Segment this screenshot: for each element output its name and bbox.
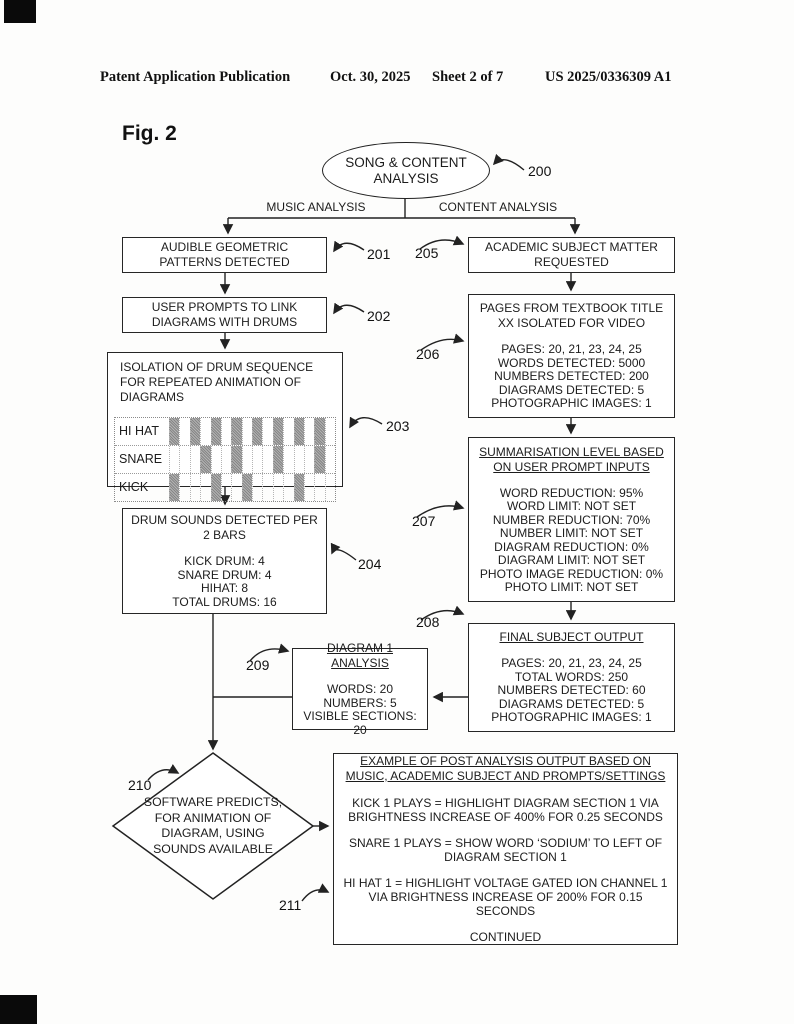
leader-200: [494, 160, 524, 170]
header-sheet: Sheet 2 of 7: [432, 69, 504, 85]
node-title: FINAL SUBJECT OUTPUT: [499, 630, 644, 645]
branch-label-content-analysis: CONTENT ANALYSIS: [438, 200, 558, 214]
figure-label: Fig. 2: [122, 122, 177, 145]
ref-209: 209: [246, 657, 270, 673]
leader-204: [332, 550, 356, 560]
node-body: PAGES: 20, 21, 23, 24, 25 WORDS DETECTED: 5000 NUMBERS DETECTED: 200 DIAGRAMS DETECTED: 5 PHOTOGRAPHIC IMAGES: 1: [491, 342, 652, 411]
header-publication: Patent Application Publication: [100, 69, 291, 85]
ref-207: 207: [412, 513, 436, 529]
node-title: SUMMARISATION LEVEL BASED ON USER PROMPT INPUTS: [479, 444, 664, 474]
node-body: KICK DRUM: 4 SNARE DRUM: 4 HIHAT: 8 TOTAL DRUMS: 16: [172, 554, 277, 609]
ref-203: 203: [386, 418, 410, 434]
ref-206: 206: [416, 346, 440, 362]
node-pages-isolated: [468, 294, 675, 418]
ref-208: 208: [416, 614, 440, 630]
node-summarisation: [468, 437, 675, 602]
node-body: KICK 1 PLAYS = HIGHLIGHT DIAGRAM SECTION 1 VIA BRIGHTNESS INCREASE OF 400% FOR 0.25 SECONDS SNARE 1 PLAYS = SHOW WORD ‘SODIUM’ TO LEFT OF DIAGRAM SECTION 1 HI HAT 1 = HIGHLIGHT VOLTAGE GATED ION CHANNEL 1 VIA BRIGHTNESS INCREASE OF 200% FOR 0.15 SECONDS CONTINUED: [343, 796, 668, 944]
header-date: Oct. 30, 2025: [330, 69, 411, 85]
node-final-output: [468, 623, 675, 732]
ref-211: 211: [279, 897, 302, 913]
node-title: ACADEMIC SUBJECT MATTER REQUESTED: [485, 240, 658, 269]
branch-label-music-analysis: MUSIC ANALYSIS: [266, 200, 366, 214]
ref-201: 201: [367, 246, 391, 262]
node-body: PAGES: 20, 21, 23, 24, 25 TOTAL WORDS: 250 NUMBERS DETECTED: 60 DIAGRAMS DETECTED: 5 PHOTOGRAPHIC IMAGES: 1: [491, 656, 652, 725]
leader-211: [302, 890, 328, 901]
header-patent-number: US 2025/0336309 A1: [545, 69, 672, 85]
node-post-analysis: [333, 753, 678, 945]
leader-201: [334, 243, 364, 251]
drum-sequence-grid: HI HAT SNARE KICK: [114, 417, 336, 502]
node-title: EXAMPLE OF POST ANALYSIS OUTPUT BASED ON MUSIC, ACADEMIC SUBJECT AND PROMPTS/SETTINGS: [345, 754, 666, 783]
node-title: PAGES FROM TEXTBOOK TITLE XX ISOLATED FOR VIDEO: [479, 301, 664, 331]
node-isolation: [107, 352, 343, 494]
ref-205: 205: [415, 245, 439, 261]
ref-210: 210: [128, 777, 152, 793]
node-title: ISOLATION OF DRUM SEQUENCE FOR REPEATED ANIMATION OF DIAGRAMS: [120, 360, 314, 404]
node-song-content-analysis: [322, 142, 490, 199]
leader-210: [148, 770, 178, 780]
node-body: WORDS: 20 NUMBERS: 5 VISIBLE SECTIONS: 20: [303, 682, 417, 737]
node-title: DRUM SOUNDS DETECTED PER 2 BARS: [131, 513, 318, 542]
node-title: USER PROMPTS TO LINK DIAGRAMS WITH DRUMS: [151, 300, 298, 329]
oval-text: SONG & CONTENT ANALYSIS: [345, 154, 467, 186]
node-diagram-analysis: [292, 641, 428, 737]
node-drum-sounds: [122, 508, 327, 614]
ref-200: 200: [528, 163, 552, 179]
node-academic-subject: [468, 237, 675, 273]
ref-204: 204: [358, 556, 382, 572]
leader-203: [350, 418, 382, 427]
node-audible-patterns: [122, 237, 327, 273]
node-body: WORD REDUCTION: 95% WORD LIMIT: NOT SET NUMBER REDUCTION: 70% NUMBER LIMIT: NOT SET DIAGRAM REDUCTION: 0% DIAGRAM LIMIT: NOT SET PHOTO IMAGE REDUCTION: 0% PHOTO LIMIT: NOT SET: [479, 485, 664, 594]
leader-202: [334, 305, 364, 313]
node-title: DIAGRAM 1 ANALYSIS: [326, 641, 393, 670]
node-user-prompts: [122, 297, 327, 333]
node-software-predicts: SOFTWARE PREDICTS, FOR ANIMATION OF DIAGRAM, USING SOUNDS AVAILABLE: [143, 795, 283, 856]
ref-202: 202: [367, 308, 391, 324]
node-title: AUDIBLE GEOMETRIC PATTERNS DETECTED: [159, 240, 290, 269]
